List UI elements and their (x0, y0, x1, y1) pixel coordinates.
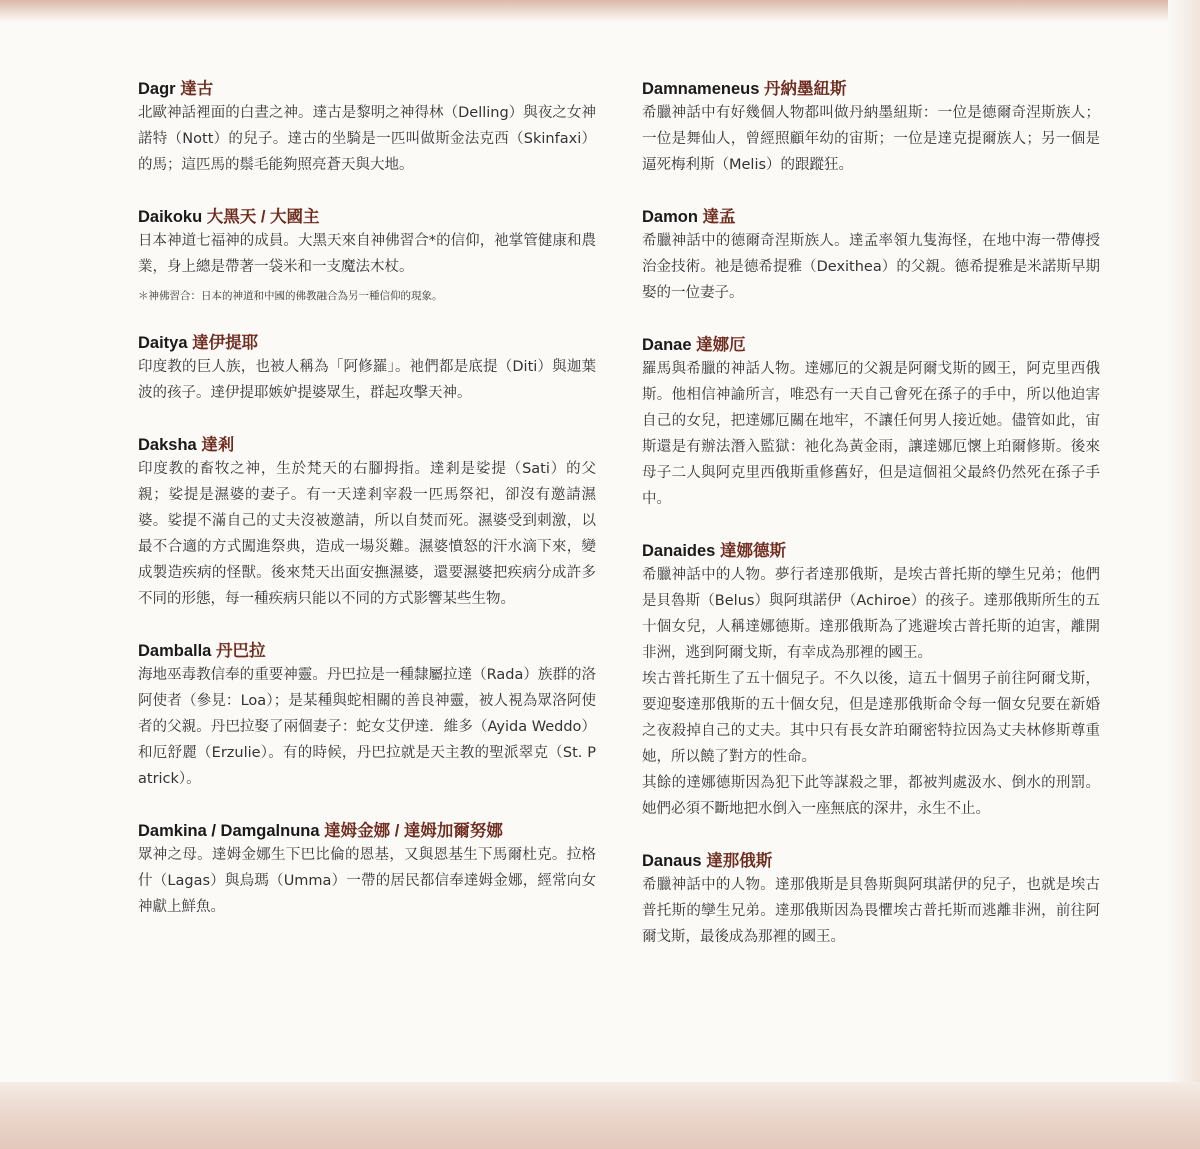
entry-text: 印度教的巨人族，也被人稱為「阿修羅」。祂們都是底提（Diti）與迦葉波的孩子。達伊提耶嫉妒提婆眾生，群起攻擊天神。 (138, 359, 596, 401)
entry-heading: Danae 達娜厄 (642, 336, 746, 354)
entry-text: 北歐神話裡面的白晝之神。達古是黎明之神得林（Delling）與夜之女神諾特（Nott）的兒子。達古的坐騎是一匹叫做斯金法克西（Skinfaxi）的馬；這匹馬的鬃毛能夠照亮蒼天與大地。 (138, 105, 596, 173)
entry-damkina (138, 820, 596, 920)
footnote: ＊神佛習合：日本的神道和中國的佛教融合為另一種信仰的現象。 (138, 290, 443, 302)
entry-text: 日本神道七福神的成員。大黑天來自神佛習合*的信仰，祂掌管健康和農業，身上總是帶著一袋米和一支魔法木杖。 (138, 233, 596, 275)
entry-damon (642, 206, 1100, 306)
entry-text: 其餘的達娜德斯因為犯下此等謀殺之罪，都被判處汲水、倒水的刑罰。她們必須不斷地把水倒入一座無底的深井，永生不止。 (642, 775, 1100, 817)
entry-heading: Daikoku 大黑天 / 大國主 (138, 208, 320, 226)
entry-text: 希臘神話中的德爾奇涅斯族人。達孟率領九隻海怪，在地中海一帶傳授治金技術。祂是德希提雅（Dexithea）的父親。德希提雅是米諾斯早期娶的一位妻子。 (642, 233, 1100, 301)
entry-daikoku (138, 206, 596, 304)
entry-heading: Damnameneus 丹納墨紐斯 (642, 80, 847, 98)
entry-heading: Dagr 達古 (138, 80, 214, 98)
entry-daitya (138, 332, 596, 406)
entry-text: 希臘神話中的人物。夢行者達那俄斯，是埃古普托斯的孿生兄弟；他們是貝魯斯（Belus）與阿琪諾伊（Achiroe）的孩子。達那俄斯所生的五十個女兒，人稱達娜德斯。達那俄斯為了逃避埃古普托斯的迫害，離開非洲，逃到阿爾戈斯，有幸成為那裡的國王。 (642, 567, 1100, 661)
entry-danaides (642, 540, 1100, 822)
entry-text: 埃古普托斯生了五十個兒子。不久以後，這五十個男子前往阿爾戈斯，要迎娶達那俄斯的五十個女兒，但是達那俄斯命令每一個女兒要在新婚之夜殺掉自己的丈夫。其中只有長女許珀爾密特拉因為丈夫林修斯尊重她，所以饒了對方的性命。 (642, 671, 1100, 765)
entry-text: 眾神之母。達姆金娜生下巴比倫的恩基，又與恩基生下馬爾杜克。拉格什（Lagas）與烏瑪（Umma）一帶的居民都信奉達姆金娜，經常向女神獻上鮮魚。 (138, 847, 596, 915)
page-top-edge (0, 0, 1200, 22)
entry-heading: Damon 達孟 (642, 208, 736, 226)
entry-daksha (138, 434, 596, 612)
entry-text: 希臘神話中有好幾個人物都叫做丹納墨紐斯：一位是德爾奇涅斯族人；一位是舞仙人，曾經照顧年幼的宙斯；一位是達克提爾族人；另一個是逼死梅利斯（Melis）的跟蹤狂。 (642, 105, 1100, 173)
entry-heading: Damkina / Damgalnuna 達姆金娜 / 達姆加爾努娜 (138, 822, 503, 840)
entry-damballa (138, 640, 596, 792)
entry-text: 希臘神話中的人物。達那俄斯是貝魯斯與阿琪諾伊的兒子，也就是埃古普托斯的孿生兄弟。達那俄斯因為畏懼埃古普托斯而逃離非洲，前往阿爾戈斯，最後成為那裡的國王。 (642, 877, 1100, 945)
left-column (138, 78, 596, 948)
entry-heading: Daksha 達剎 (138, 436, 235, 454)
entry-text: 印度教的畜牧之神，生於梵天的右腳拇指。達剎是娑提（Sati）的父親；娑提是濕婆的妻子。有一天達剎宰殺一匹馬祭祀，卻沒有邀請濕婆。娑提不滿自己的丈夫沒被邀請，所以自焚而死。濕婆受到刺激，以最不合適的方式闖進祭典，造成一場災難。濕婆憤怒的汗水滴下來，變成製造疾病的怪獸。後來梵天出面安撫濕婆，還要濕婆把疾病分成許多不同的形態，每一種疾病只能以不同的方式影響某些生物。 (138, 461, 596, 607)
entry-text: 海地巫毒教信奉的重要神靈。丹巴拉是一種隸屬拉達（Rada）族群的洛阿使者（參見：Loa）；是某種與蛇相關的善良神靈，被人視為眾洛阿使者的父親。丹巴拉娶了兩個妻子：蛇女艾伊達．維多（Ayida Weddo）和厄舒麗（Erzulie）。有的時候，丹巴拉就是天主教的聖派翠克（St. Patrick）。 (138, 667, 596, 787)
entry-heading: Damballa 丹巴拉 (138, 642, 266, 660)
entry-danae (642, 334, 1100, 512)
entry-dagr (138, 78, 596, 178)
page-right-edge (1168, 0, 1200, 1149)
entry-heading: Danaides 達娜德斯 (642, 542, 786, 560)
page-bottom-edge (0, 1082, 1200, 1149)
right-column (642, 78, 1100, 978)
entry-danaus (642, 850, 1100, 950)
entry-heading: Danaus 達那俄斯 (642, 852, 773, 870)
entry-damnameneus (642, 78, 1100, 178)
entry-text: 羅馬與希臘的神話人物。達娜厄的父親是阿爾戈斯的國王，阿克里西俄斯。他相信神諭所言，唯恐有一天自己會死在孫子的手中，所以他迫害自己的女兒，把達娜厄關在地牢，不讓任何男人接近她。儘管如此，宙斯還是有辦法潛入監獄：祂化為黃金雨，讓達娜厄懷上珀爾修斯。後來母子二人與阿克里西俄斯重修舊好，但是這個祖父最終仍然死在孫子手中。 (642, 361, 1100, 507)
entry-heading: Daitya 達伊提耶 (138, 334, 259, 352)
